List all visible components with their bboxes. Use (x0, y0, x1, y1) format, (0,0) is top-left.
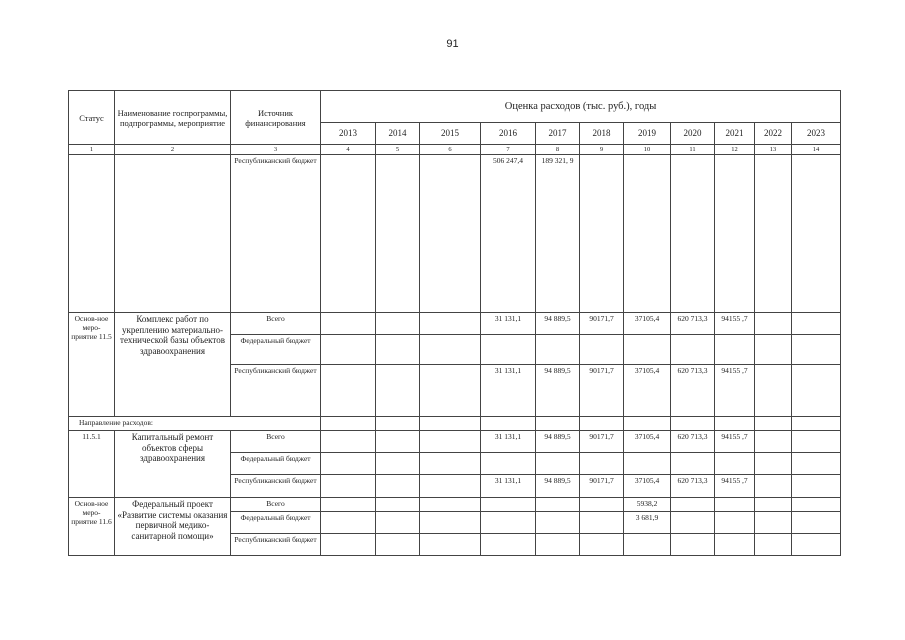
cell-value: 189 321, 9 (536, 155, 580, 313)
cell-value (376, 155, 420, 313)
header-name: Наименование госпрограммы, подпрограммы, мероприятие (115, 91, 231, 145)
cell-value: 94155 ,7 (715, 475, 755, 498)
col-number: 12 (715, 145, 755, 155)
cell-value (792, 313, 841, 335)
cell-value: 94 889,5 (536, 313, 580, 335)
cell-source: Всего (231, 498, 321, 512)
cell-source: Федеральный бюджет (231, 512, 321, 534)
year-header: 2017 (536, 123, 580, 145)
table-row (69, 155, 841, 313)
cell-value (376, 313, 420, 335)
year-header: 2016 (481, 123, 536, 145)
cell-value (321, 313, 376, 335)
cell-source: Республиканский бюджет (231, 365, 321, 417)
cell-source: Республиканский бюджет (231, 475, 321, 498)
col-number: 3 (231, 145, 321, 155)
col-number: 7 (481, 145, 536, 155)
cell-value (624, 155, 671, 313)
year-header: 2022 (755, 123, 792, 145)
cell-value: 620 713,3 (671, 475, 715, 498)
cell-source: Республиканский бюджет (231, 155, 321, 313)
year-header: 2013 (321, 123, 376, 145)
cell-value: 94 889,5 (536, 431, 580, 453)
year-header: 2023 (792, 123, 841, 145)
cell-value: 31 131,1 (481, 313, 536, 335)
col-number: 9 (580, 145, 624, 155)
col-number: 10 (624, 145, 671, 155)
cell-value: 3 681,9 (624, 512, 671, 534)
year-header: 2015 (420, 123, 481, 145)
col-number: 1 (69, 145, 115, 155)
cell-value (755, 155, 792, 313)
year-header: 2019 (624, 123, 671, 145)
cell-value: 620 713,3 (671, 431, 715, 453)
cell-status (69, 155, 115, 313)
cell-value (420, 155, 481, 313)
table-row (69, 498, 841, 512)
cell-value: 31 131,1 (481, 475, 536, 498)
cell-source: Всего (231, 313, 321, 335)
cell-value: 37105,4 (624, 365, 671, 417)
col-number: 4 (321, 145, 376, 155)
cell-source: Федеральный бюджет (231, 335, 321, 365)
cell-status: Основ-ное меро-приятие 11.5 (69, 313, 115, 417)
year-header: 2020 (671, 123, 715, 145)
cell-source: Республиканский бюджет (231, 534, 321, 556)
col-number: 8 (536, 145, 580, 155)
page-number: 91 (446, 38, 459, 50)
col-number: 11 (671, 145, 715, 155)
cell-value: 90171,7 (580, 431, 624, 453)
col-number: 6 (420, 145, 481, 155)
year-header: 2021 (715, 123, 755, 145)
cell-status: Основ-ное меро-приятие 11.6 (69, 498, 115, 556)
cell-value (792, 155, 841, 313)
cell-value (671, 155, 715, 313)
cell-value (321, 155, 376, 313)
cell-source: Всего (231, 431, 321, 453)
table-row (69, 313, 841, 335)
cell-value: 37105,4 (624, 313, 671, 335)
cell-name (115, 155, 231, 313)
cell-value: 37105,4 (624, 475, 671, 498)
cell-value (755, 313, 792, 335)
cell-value: 506 247,4 (481, 155, 536, 313)
header-source: Источник финансирования (231, 91, 321, 145)
cell-value: 31 131,1 (481, 365, 536, 417)
cell-name: Федеральный проект «Развитие системы оказания первичной медико-санитарной помощи» (115, 498, 231, 556)
table-row (69, 431, 841, 453)
cell-value (580, 155, 624, 313)
cell-status: 11.5.1 (69, 431, 115, 498)
cell-value (420, 313, 481, 335)
cell-value: 37105,4 (624, 431, 671, 453)
cell-value: 94 889,5 (536, 365, 580, 417)
cell-value: 620 713,3 (671, 313, 715, 335)
header-status: Статус (69, 91, 115, 145)
cell-name: Капитальный ремонт объектов сферы здравоохранения (115, 431, 231, 498)
cell-value: 620 713,3 (671, 365, 715, 417)
direction-label: Направление расходов: (69, 417, 321, 431)
budget-table (68, 90, 841, 556)
col-number: 5 (376, 145, 420, 155)
cell-value: 90171,7 (580, 365, 624, 417)
cell-value: 90171,7 (580, 475, 624, 498)
cell-value: 94 889,5 (536, 475, 580, 498)
header-estimate: Оценка расходов (тыс. руб.), годы (321, 91, 841, 123)
cell-name: Комплекс работ по укреплению материально-технической базы объектов здравоохранения (115, 313, 231, 417)
cell-value (715, 155, 755, 313)
year-header: 2014 (376, 123, 420, 145)
cell-value: 94155 ,7 (715, 365, 755, 417)
cell-source: Федеральный бюджет (231, 453, 321, 475)
cell-value: 31 131,1 (481, 431, 536, 453)
cell-value: 94155 ,7 (715, 313, 755, 335)
cell-value: 5938,2 (624, 498, 671, 512)
cell-value: 94155 ,7 (715, 431, 755, 453)
table-row (69, 417, 841, 431)
col-number: 14 (792, 145, 841, 155)
col-number: 2 (115, 145, 231, 155)
col-number: 13 (755, 145, 792, 155)
cell-value: 90171,7 (580, 313, 624, 335)
year-header: 2018 (580, 123, 624, 145)
